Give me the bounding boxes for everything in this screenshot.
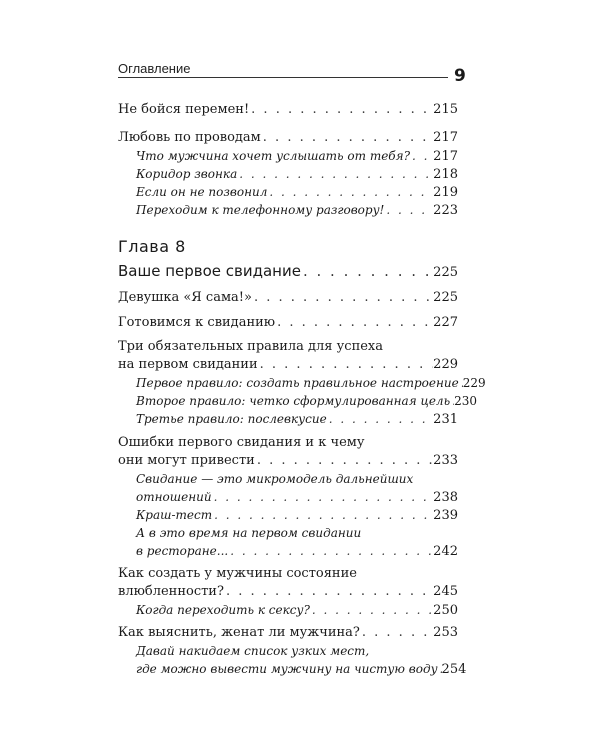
page-number: 9 <box>454 66 466 86</box>
chapter-label: Глава 8 <box>118 237 186 256</box>
leader-dots <box>310 600 433 620</box>
toc-subentry: Что мужчина хочет услышать от тебя? . . . 217 <box>136 146 458 166</box>
toc-subentry-line1: Свидание — это микромодель дальнейших <box>136 472 414 486</box>
toc-subentry: Когда переходить к сексу? . . . 250 <box>136 600 458 620</box>
toc-subentry: Если он не позвонил . . . 219 <box>136 182 458 202</box>
toc-entry: Любовь по проводам . . . 217 <box>118 128 458 148</box>
toc-subentry: Третье правило: послевкусие . . . 231 <box>136 409 458 429</box>
leader-dots <box>327 409 433 429</box>
toc-subentry-line1: А в это время на первом свидании <box>136 526 362 540</box>
toc-entry: Девушка «Я сама!» . . . 225 <box>118 288 458 308</box>
toc-entry-line1: Ошибки первого свидания и к чему <box>118 435 365 450</box>
leader-dots <box>212 505 433 525</box>
toc-subentry: Первое правило: создать правильное настроение . . . 229 <box>136 373 458 393</box>
leader-dots <box>249 100 433 120</box>
toc-entry: на первом свидании . . . 229 <box>118 355 458 375</box>
leader-dots <box>384 200 433 220</box>
leader-dots <box>255 451 433 471</box>
leader-dots <box>212 487 434 507</box>
toc-entry-line1: Как создать у мужчины состояние <box>118 566 357 581</box>
toc-entry: они могут привести . . . 233 <box>118 451 458 471</box>
toc-entry: Готовимся к свиданию . . . 227 <box>118 313 458 333</box>
leader-dots <box>228 541 433 561</box>
toc-subentry: Краш-тест . . . 239 <box>136 505 458 525</box>
leader-dots <box>258 355 434 375</box>
leader-dots <box>267 182 433 202</box>
leader-dots <box>360 623 433 643</box>
toc-subentry: Переходим к телефонному разговору! . . . 223 <box>136 200 458 220</box>
toc-subentry: отношений . . . 238 <box>136 487 458 507</box>
leader-dots <box>301 260 433 282</box>
leader-dots <box>237 164 433 184</box>
toc-entry: Как выяснить, женат ли мужчина? . . . 253 <box>118 623 458 643</box>
leader-dots <box>261 128 433 148</box>
leader-dots <box>224 582 433 602</box>
leader-dots <box>252 288 433 308</box>
toc-subentry-line1: Давай накидаем список узких мест, <box>136 644 370 658</box>
toc-subentry: где можно вывести мужчину на чистую воду . . . 254 <box>136 659 458 679</box>
leader-dots <box>275 313 433 333</box>
toc-entry: влюбленности? . . . 245 <box>118 582 458 602</box>
toc-subentry: в ресторане... . . . 242 <box>136 541 458 561</box>
toc-entry-line1: Три обязательных правила для успеха <box>118 339 384 354</box>
leader-dots <box>410 146 433 166</box>
running-header: Оглавление <box>118 61 191 76</box>
toc-entry: Не бойся перемен! . . . 215 <box>118 100 458 120</box>
toc-subentry: Второе правило: четко сформулированная цель . . . 230 <box>136 391 458 411</box>
toc-subentry: Коридор звонка . . . 218 <box>136 164 458 184</box>
header-rule <box>118 77 448 78</box>
chapter-title-entry: Ваше первое свидание . . . 225 <box>118 260 458 282</box>
